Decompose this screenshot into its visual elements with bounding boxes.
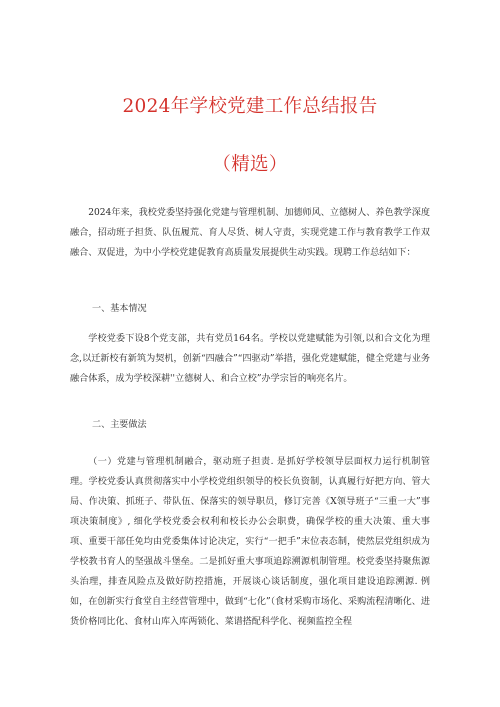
document-title: 2024年学校党建工作总结报告 — [122, 96, 378, 117]
section-heading-main-practices: 二、主要做法 — [92, 420, 147, 430]
intro-paragraph: 2024年来，我校党委坚持强化党建与管理机制、加德师风、立德树人、养色教学深度融合，招动班子担货、队伍履荒、育人尽货、树人守责，实现党建工作与教育教学工作双融合、双促进，为中小学校党建促教育高质量发展提供生动实践。现聘工作总结如下： — [70, 208, 430, 258]
section-paragraph-main-practices: （一）党建与管理机制融合，驱动班子担责. 是抓好学校领导层面权力运行机制管理。学校党委认真贯彻落实中小学校党组织领导的校长负资制，认真履行好把方向、管大局、作决策、抓班子、带队伍、保落实的领导职员，修订完善《X领导班子“三重一大”事项决策制度》, 细化学校党委会权利和校长办公会职费，确保学校的重大决策、重大事项、重要干部任免均由党委集体讨论决定，实行“一把手”末位表态制，使然层党组织成为学校教书育人的坚强战斗堡垒。二是抓好重大事项追踪溯源机制管理。校党委坚持聚焦源头治理，排查风险点及做好防控措施，开展谈心谈话制度，强化项目建设追踪溯源. 例如，在创新实行食堂自主经营管理中，做到“七化”（食材采购市场化、采购流程清晰化、进货价格同比化、食材山库入库两锁化、菜谱搭配科学化、视频监控全程 — [70, 457, 430, 627]
section-paragraph-basic-info: 学校党委下设8个党支部，共有党员164名。学校以党建赋能为引领,以和合文化为理念,以迁新校有新筑为契机，创新“四融合”“四驱动”举措，强化党建赋能，健全党建与业务融合体系，成为学校深耕''立德树人、和合立校”办学宗旨的响亮名片。 — [70, 334, 430, 384]
section-heading-basic-info: 一、基本情况 — [92, 304, 147, 314]
document-subtitle: （精选） — [212, 154, 288, 175]
